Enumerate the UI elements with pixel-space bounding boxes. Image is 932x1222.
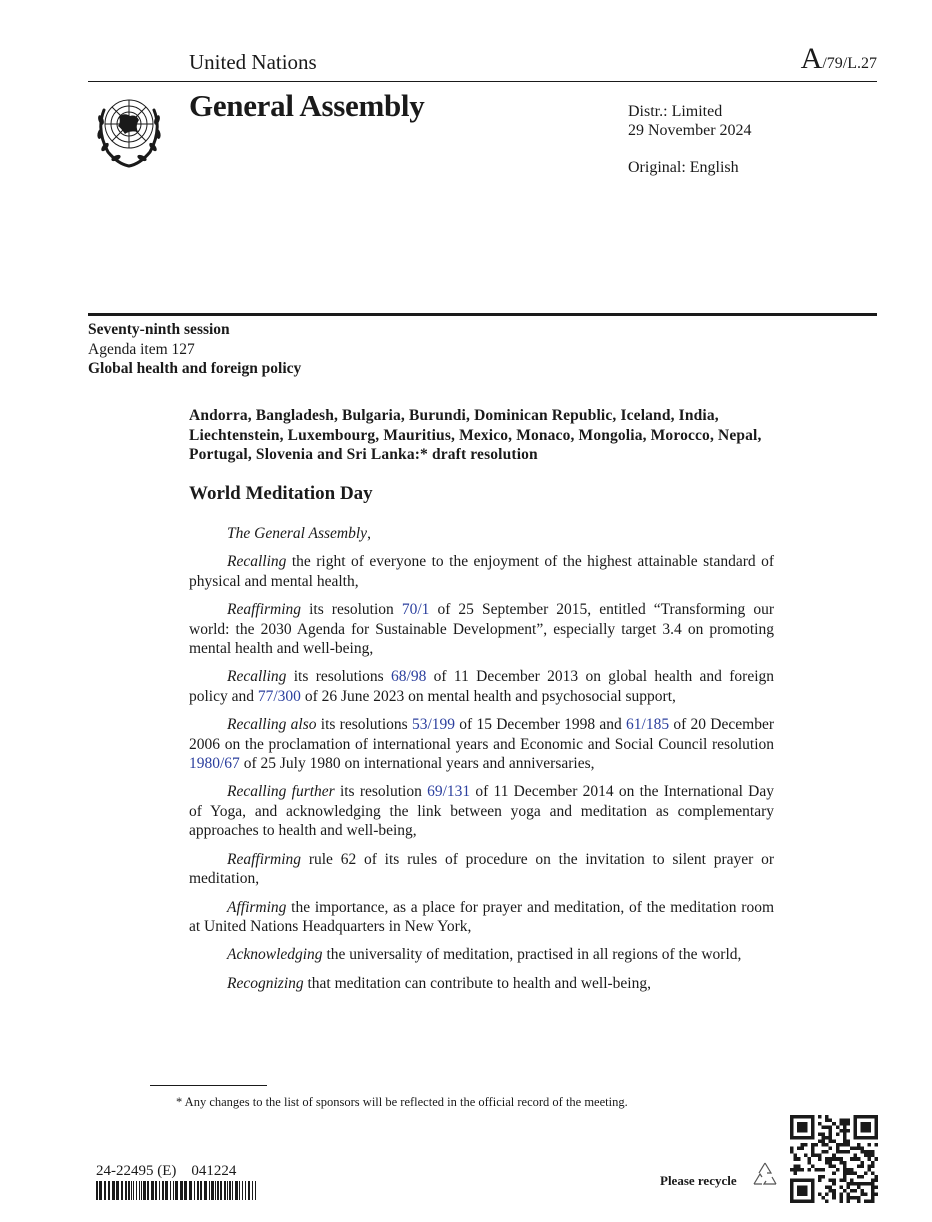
sponsors: Andorra, Bangladesh, Bulgaria, Burundi, Dominican Republic, Iceland, India, Liechtenstein, Luxembourg, Mauritius, Mexico, Monaco, Mongolia, Morocco, Nepal, Portugal, Slovenia and Sri Lanka:* draft resolution	[189, 407, 762, 463]
paragraph-lead: Recalling	[227, 668, 287, 686]
resolution-link[interactable]: 70/1	[401, 601, 430, 619]
paragraph-lead: The General Assembly	[227, 525, 368, 542]
paragraph-text: that meditation can contribute to health and well-being,	[303, 974, 651, 992]
paragraph	[189, 552, 774, 591]
paragraph-text: rule 62 of its rules of procedure on the invitation to silent prayer or meditation,	[189, 850, 774, 888]
paragraph-text: of 20 December 2006 on the proclamation of international years and Economic and Social Council resolution	[189, 716, 774, 753]
resolution-link[interactable]: 61/185	[626, 716, 670, 734]
resolution-link[interactable]: 77/300	[257, 687, 301, 705]
session-name: Seventy-ninth session	[88, 321, 230, 338]
paragraph-text: of 25 September 2015, entitled “Transforming our world: the 2030 Agenda for Sustainable Development”, especially target 3.4 on promoting mental health and well-being,	[189, 601, 775, 658]
resolution-title: World Meditation Day	[189, 483, 373, 504]
agenda-title: Global health and foreign policy	[88, 360, 302, 377]
recycle-icon	[750, 1160, 780, 1190]
un-emblem-icon	[94, 90, 164, 168]
agenda-item: Agenda item 127	[88, 340, 195, 358]
qr-code-icon	[790, 1115, 878, 1203]
session-block	[88, 320, 301, 379]
paragraph	[189, 600, 774, 658]
paragraph-lead: Recalling also	[227, 716, 317, 734]
org-name: United Nations	[189, 50, 317, 74]
session-rule	[88, 313, 877, 316]
resolution-link[interactable]: 68/98	[391, 668, 427, 686]
recycle-label: Please recycle	[660, 1173, 737, 1188]
paragraph-text: of 11 December 2014 on the International Day of Yoga, and acknowledging the link between yoga and meditation as complementary approaches to health and well-being,	[189, 783, 775, 840]
resolution-link[interactable]: 1980/67	[189, 755, 240, 773]
paragraph	[189, 945, 774, 964]
resolution-link[interactable]: 53/199	[411, 716, 456, 734]
paragraph-text: of 15 December 1998 and	[455, 716, 627, 734]
paragraph-text: its resolution	[301, 601, 402, 619]
paragraph-text: its resolution	[334, 783, 428, 801]
paragraph-text: the importance, as a place for prayer and meditation, of the meditation room at United Nations Headquarters in New York,	[189, 898, 774, 935]
paragraph	[189, 715, 774, 773]
paragraph-text: of 25 July 1980 on international years and anniversaries,	[239, 755, 595, 773]
paragraph-lead: Recalling	[227, 553, 287, 571]
job-number: 24-22495 (E) 041224	[96, 1163, 237, 1179]
distribution: Distr.: Limited	[628, 103, 723, 120]
paragraph-lead: Recognizing	[227, 974, 304, 992]
organ-title: General Assembly	[189, 88, 425, 123]
paragraph-text: its resolutions	[316, 716, 412, 734]
document-date: 29 November 2024	[628, 122, 752, 139]
paragraph-lead: Recalling further	[227, 783, 335, 801]
paragraph	[189, 524, 774, 543]
paragraph	[189, 898, 774, 937]
paragraph-text: its resolutions	[286, 668, 392, 686]
paragraph	[189, 974, 774, 993]
paragraph-lead: Reaffirming	[227, 601, 302, 619]
original-language: Original: English	[628, 159, 739, 176]
preamble	[189, 524, 774, 1002]
paragraph-text: the universality of meditation, practised in all regions of the world,	[322, 946, 742, 964]
resolution-link[interactable]: 69/131	[427, 783, 471, 801]
header-rule	[88, 81, 877, 82]
paragraph-text: ,	[367, 525, 371, 542]
paragraph-lead: Reaffirming	[227, 850, 302, 868]
footnote-rule	[150, 1085, 267, 1086]
paragraph	[189, 850, 774, 889]
paragraph-lead: Acknowledging	[227, 946, 323, 964]
distribution-block	[628, 102, 752, 140]
symbol-letter: A	[800, 42, 823, 75]
paragraph-lead: Affirming	[227, 898, 287, 916]
paragraph-text: of 11 December 2013 on global health and foreign policy and	[189, 668, 775, 705]
document-symbol	[801, 42, 877, 76]
symbol-rest: /79/L.27	[822, 55, 877, 72]
paragraph-text: of 26 June 2023 on mental health and psychosocial support,	[300, 687, 676, 705]
paragraph	[189, 782, 774, 840]
paragraph-text: the right of everyone to the enjoyment of the highest attainable standard of physical and mental health,	[189, 553, 774, 590]
barcode-icon	[96, 1181, 258, 1200]
footnote: * Any changes to the list of sponsors will be reflected in the official record of the meeting.	[176, 1095, 628, 1109]
paragraph	[189, 667, 774, 706]
